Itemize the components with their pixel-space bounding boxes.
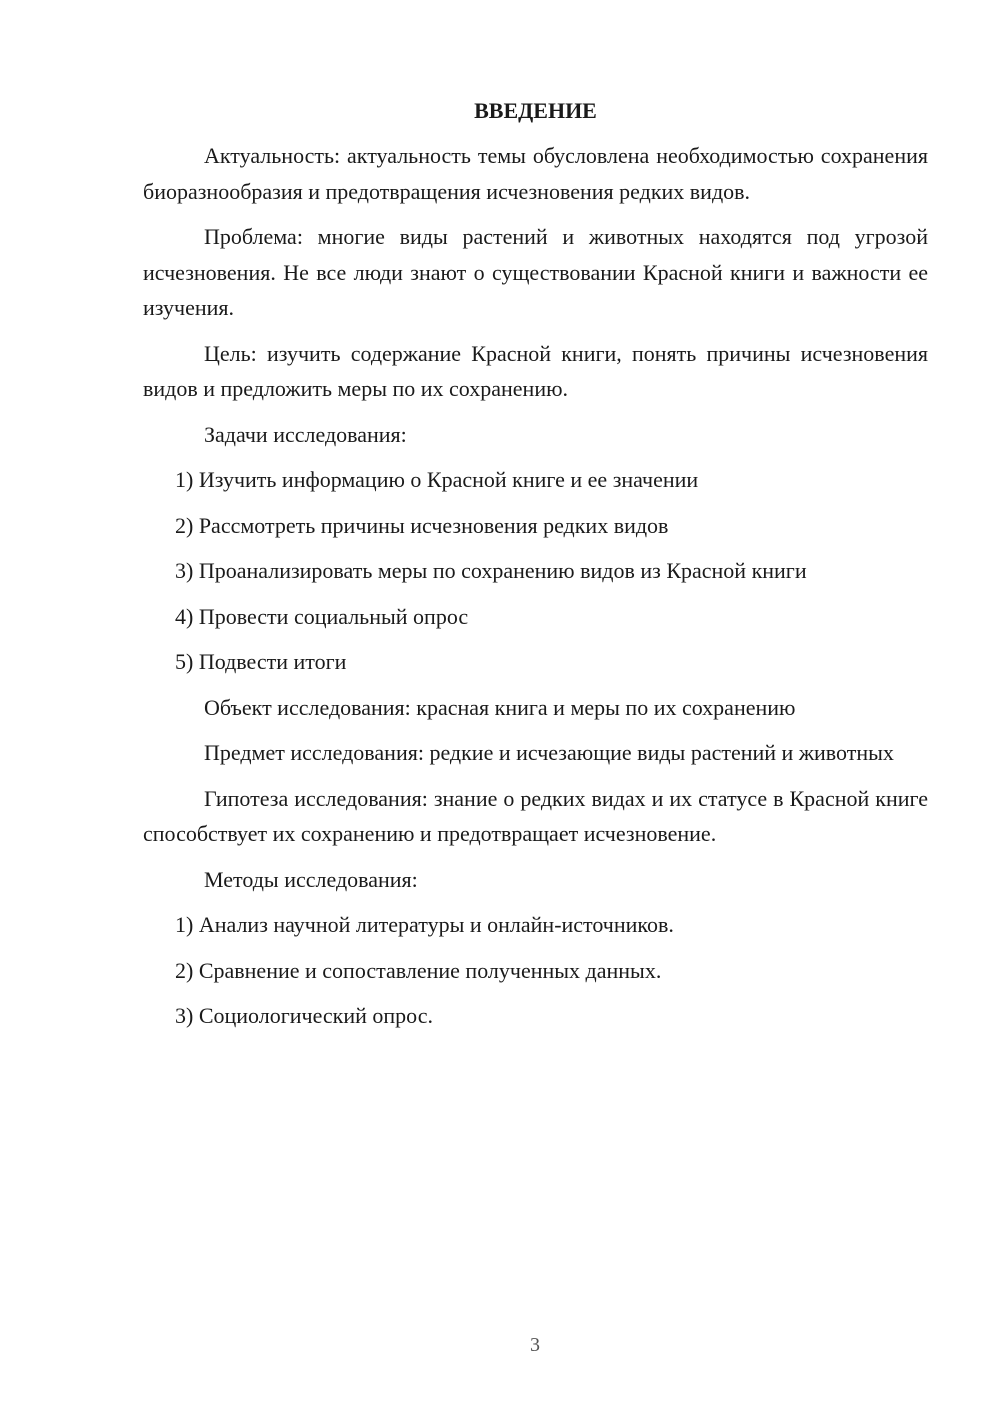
method-item: 1) Анализ научной литературы и онлайн-источников. xyxy=(175,912,674,937)
tasks-list xyxy=(143,462,928,680)
task-item: 3) Проанализировать меры по сохранению видов из Красной книги xyxy=(175,558,807,583)
task-item: 4) Провести социальный опрос xyxy=(175,603,469,629)
task-item: 2) Рассмотреть причины исчезновения редких видов xyxy=(175,512,669,538)
page-number: 3 xyxy=(530,1334,540,1356)
page-content xyxy=(143,96,928,1044)
task-item: 5) Подвести итоги xyxy=(175,649,347,674)
hypothesis-paragraph: Гипотеза исследования: знание о редких видах и их статусе в Красной книге способствует их сохранению и предотвращает исчезновение. xyxy=(143,785,928,846)
method-item: 2) Сравнение и сопоставление полученных данных. xyxy=(175,957,662,983)
methods-list xyxy=(143,907,928,1034)
task-item: 1) Изучить информацию о Красной книге и ее значении xyxy=(175,467,699,492)
relevance-paragraph: Актуальность: актуальность темы обусловлена необходимостью сохранения биоразнообразия и предотвращения исчезновения редких видов. xyxy=(143,143,928,204)
subject-paragraph: Предмет исследования: редкие и исчезающие виды растений и животных xyxy=(204,740,894,765)
method-item: 3) Социологический опрос. xyxy=(175,1003,433,1028)
section-title: ВВЕДЕНИЕ xyxy=(474,98,597,123)
methods-heading: Методы исследования: xyxy=(204,866,418,892)
problem-paragraph: Проблема: многие виды растений и животных находятся под угрозой исчезновения. Не все люди знают о существовании Красной книги и важности ее изучения. xyxy=(143,224,928,320)
tasks-heading: Задачи исследования: xyxy=(204,421,407,447)
object-paragraph: Объект исследования: красная книга и меры по их сохранению xyxy=(204,694,796,720)
goal-paragraph: Цель: изучить содержание Красной книги, понять причины исчезновения видов и предложить меры по их сохранению. xyxy=(143,340,928,401)
